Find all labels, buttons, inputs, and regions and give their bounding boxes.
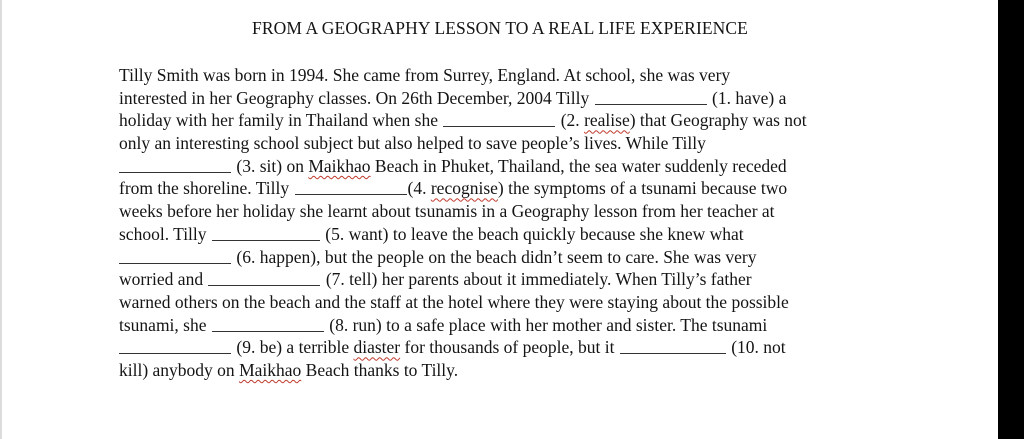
answer-blank-4[interactable] xyxy=(295,177,407,195)
passage-text: (6. happen), but the people on the beach didn’t seem to care. She was very xyxy=(236,246,757,267)
passage-line xyxy=(119,132,899,155)
passage-text: only an interesting school subject but also helped to save people’s lives. While Tilly xyxy=(119,133,706,154)
answer-blank-3[interactable] xyxy=(119,155,231,173)
passage-text: from the shoreline. Tilly xyxy=(119,178,290,199)
answer-blank-6[interactable] xyxy=(119,246,231,264)
left-edge-rule xyxy=(0,0,2,439)
passage-text: Beach in Phuket, Thailand, the sea water suddenly receded xyxy=(370,155,787,176)
document-title: FROM A GEOGRAPHY LESSON TO A REAL LIFE EXPERIENCE xyxy=(252,18,748,38)
passage xyxy=(119,64,899,382)
misspelled-word: diaster xyxy=(353,337,401,358)
passage-text: tsunami, she xyxy=(119,314,207,335)
passage-text: (5. want) to leave the beach quickly because she knew what xyxy=(325,223,744,244)
answer-blank-1[interactable] xyxy=(595,87,707,105)
passage-line xyxy=(119,359,899,382)
passage-text: interested in her Geography classes. On 26th December, 2004 Tilly xyxy=(119,87,590,108)
answer-blank-8[interactable] xyxy=(212,314,324,332)
passage-text: (9. be) a terrible xyxy=(236,337,354,358)
passage-text: (4. xyxy=(407,178,431,199)
passage-text: holiday with her family in Thailand when she xyxy=(119,110,438,131)
passage-text: (7. tell) her parents about it immediately. When Tilly’s father xyxy=(325,269,752,290)
passage-line xyxy=(119,155,899,178)
answer-blank-10[interactable] xyxy=(620,336,726,354)
passage-line xyxy=(119,268,899,291)
passage-text: (2. xyxy=(560,110,585,131)
passage-line xyxy=(119,109,899,132)
answer-blank-5[interactable] xyxy=(212,223,320,241)
passage-text: warned others on the beach and the staff at the hotel where they were staying about the possible xyxy=(119,291,789,312)
right-black-bar xyxy=(998,0,1024,439)
passage-text: for thousands of people, but it xyxy=(400,337,615,358)
passage-line xyxy=(119,291,899,314)
passage-line xyxy=(119,64,899,87)
passage-text: (8. run) to a safe place with her mother and sister. The tsunami xyxy=(329,314,768,335)
passage-line xyxy=(119,314,899,337)
misspelled-word: Maikhao xyxy=(239,359,302,380)
passage-text: Tilly Smith was born in 1994. She came from Surrey, England. At school, she was very xyxy=(119,65,731,85)
passage-line xyxy=(119,87,899,110)
passage-text: ) that Geography was not xyxy=(629,110,807,131)
passage-text: (10. not xyxy=(731,337,786,358)
passage-text: worried and xyxy=(119,269,204,290)
passage-line xyxy=(119,246,899,269)
passage-text: Beach thanks to Tilly. xyxy=(301,359,459,380)
misspelled-word: Maikhao xyxy=(308,155,371,176)
misspelled-word: recognise xyxy=(430,178,498,199)
passage-line xyxy=(119,177,899,200)
passage-text: (3. sit) on xyxy=(236,155,309,176)
answer-blank-2[interactable] xyxy=(443,109,555,127)
passage-text: kill) anybody on xyxy=(119,359,240,380)
misspelled-word: realise xyxy=(584,110,630,131)
passage-text: school. Tilly xyxy=(119,223,207,244)
answer-blank-7[interactable] xyxy=(208,268,320,286)
passage-text: weeks before her holiday she learnt about tsunamis in a Geography lesson from her teacher at xyxy=(119,201,775,222)
passage-line xyxy=(119,336,899,359)
passage-line xyxy=(119,200,899,223)
passage-text: (1. have) a xyxy=(712,87,787,108)
passage-text: ) the symptoms of a tsunami because two xyxy=(497,178,788,199)
passage-line xyxy=(119,223,899,246)
answer-blank-9[interactable] xyxy=(119,336,231,354)
